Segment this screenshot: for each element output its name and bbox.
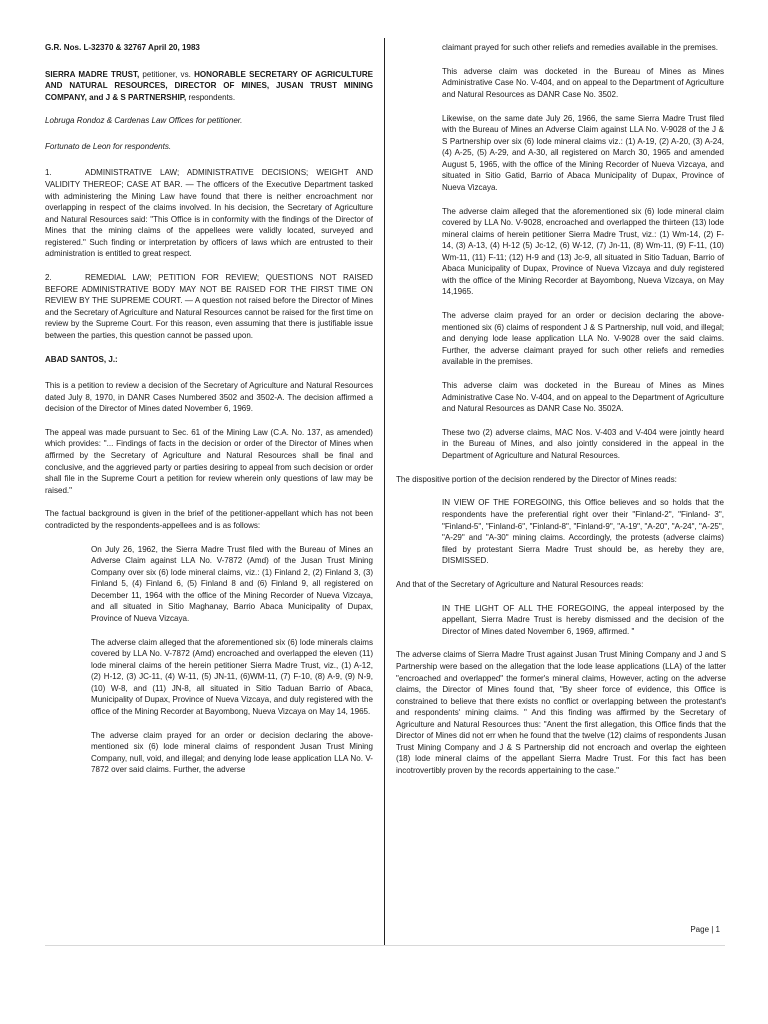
ponente-heading: ABAD SANTOS, J.:: [45, 354, 118, 364]
block-quote-9: This adverse claim was docketed in the Bureau of Mines as Mines Administrative Case No. V-404, and on appeal to the Department of Agriculture and Natural Resources as DANR Case No. 3502A.: [442, 381, 724, 414]
block-quote-8: The adverse claim prayed for an order or decision declaring the above- mentioned six (6) claims of respondent J & S Partnership, null void, and illegal; and denying lode lease application LLA No. V-9028 over the said claims. Further, the adverse claimant prayed for such other reliefs and remedies available in the premises.: [442, 311, 724, 367]
body-paragraph-2: The appeal was made pursuant to Sec. 61 of the Mining Law (C.A. No. 137, as amended) which provides: "... Findings of facts in the decision or order of the Director of Mines when affirmed by the Secretary of Agriculture and Natural Resources shall be final and conclusive, and the aggrieved party or parties desiring to appeal from such decision or order shall file in the Supreme Court a petition for review wherein only questions of law may be raised.": [45, 427, 373, 495]
syllabus-item-1-text: ADMINISTRATIVE LAW; ADMINISTRATIVE DECISIONS; WEIGHT AND VALIDITY THEREOF; CASE AT BAR. — The officers of the Executive Department tasked with administering the Mining Law have found that there is neither encroachment nor overlapping in respect of the claims involved. In his decision, the Secretary of Agriculture and Natural Resources said: "This Office is in conformity with the findings of the Director of Mines that the mining claims of the appellees were validly located, surveyed and registered." Such finding or interpretation by officers of laws which are entrusted to their administration is entitled to great respect.: [45, 168, 373, 259]
counsel-respondents: Fortunato de Leon for respondents.: [45, 142, 172, 152]
left-column: [45, 42, 373, 788]
body-paragraph-5: And that of the Secretary of Agriculture and Natural Resources reads:: [396, 579, 644, 589]
counsel-petitioner: Lobruga Rondoz & Cardenas Law Offices for petitioner.: [45, 116, 243, 126]
syllabus-item-2: [45, 272, 373, 341]
page-number: Page | 1: [690, 925, 720, 934]
body-paragraph-3: The factual background is given in the brief of the petitioner-appellant which has not been contradicted by the respondents-appellees and is as follows:: [45, 509, 373, 530]
block-quote-5: This adverse claim was docketed in the Bureau of Mines as Mines Administrative Case No. V-404, and on appeal to the Department of Agriculture and Natural Resources as DANR Case No. 3502.: [442, 66, 724, 99]
petitioner-role: petitioner, vs.: [139, 69, 195, 79]
block-quote-10: These two (2) adverse claims, MAC Nos. V-403 and V-404 were jointly heard in the Bureau of Mines, and also jointly considered in the appeal in the Department of Agriculture and Natural Resources.: [442, 427, 724, 460]
syllabus-item-2-number: 2.: [45, 273, 52, 283]
block-quote-11: IN VIEW OF THE FOREGOING, this Office believes and so holds that the respondents have the preferential right over their "Finland-2", "Finland- 3", "Finland-5", "Finland-6", "Finland-8", "Finland-9", "A-19", "A-20", "A-24", "A-25", "A-29" and "A-30" mining claims. Accordingly, the protests (adverse claims) filed by protestant Sierra Madre Trust should be, as hereby they are, DISMISSED.: [442, 498, 724, 566]
block-quote-12: IN THE LIGHT OF ALL THE FOREGOING, the appeal interposed by the appellant, Sierra Madre Trust is hereby dismissed and the decision of the Director of Mines dated November 6, 1969, affirmed. ": [442, 603, 724, 636]
petitioner-name: SIERRA MADRE TRUST,: [45, 69, 140, 79]
syllabus-item-2-text: REMEDIAL LAW; PETITION FOR REVIEW; QUESTIONS NOT RAISED BEFORE ADMINISTRATIVE BODY MAY NOT BE RAISED FOR THE FIRST TIME ON REVIEW BY THE SUPREME COURT. — A question not raised before the Director of Mines and the Secretary of Agriculture and Natural Resources cannot be raised for the first time on review by the Supreme Court. For this reason, even assuming that there is justifiable issue between the parties, this question cannot be passed upon.: [45, 273, 373, 340]
body-paragraph-1: This is a petition to review a decision of the Secretary of Agriculture and Natural Resources dated July 8, 1970, in DANR Cases Numbered 3502 and 3502-A. The decision affirmed a decision of the Director of Mines dated November 6, 1969.: [45, 381, 373, 414]
right-column: [396, 42, 726, 789]
respondents-names: HONORABLE SECRETARY OF AGRICULTURE AND NATURAL RESOURCES, DIRECTOR OF MINES, JUSAN TRUST MINING COMPANY, and J & S PARTNERSHIP,: [45, 69, 373, 102]
syllabus-item-1-number: 1.: [45, 168, 52, 178]
block-quote-1: On July 26, 1962, the Sierra Madre Trust filed with the Bureau of Mines an Adverse Claim against LLA No. V-7872 (Amd) of the Jusan Trust Mining Company over six (6) lode mineral claims, viz.: (1) Finland 2, (2) Finland 3, (3) Finland 5, (4) Finland 6, (5) Finland 8 and (6) Finland 9, all registered on December 11, 1964 with the office of the Mining Recorder of Nueva Vizcaya, and all situated in Sitio Maghanay, Barrio Abaca Municipality of Dupax, Province of Nueva Vizcaya.: [91, 544, 373, 623]
case-parties: [45, 69, 373, 104]
block-quote-3: The adverse claim prayed for an order or decision declaring the above- mentioned six (6) lode mineral claims of respondent Jusan Trust Mining Company, null, void, and illegal; and denying lode lease application LLA No. V-7872 over said claims. Further, the adverse: [91, 730, 373, 775]
block-quote-4: claimant prayed for such other reliefs and remedies available in the premises.: [442, 43, 718, 52]
respondents-role: respondents.: [186, 92, 236, 102]
footer-rule: [45, 945, 725, 946]
block-quote-2: The adverse claim alleged that the aforementioned six (6) lode minerals claims covered by LLA No. V-7872 (Amd) encroached and overlapped the eleven (11) lode mineral claims of the herein petitioner Sierra Madre Trust, viz., (1) A-12, (2) H-12, (3) JC-11, (4) W-11, (5) JN-11, (6)WM-11, (7) F-10, (8) A-9, (9) N-9, (10) W-8, and (11) JN-8, all situated in Sitio Taduan Barrio of Abaca, Municipality of Dupax, Province of Nueva Vizcaya, and duly registered with the office of the Mining Recorder at Bayombong, Nueva Vizcaya on May 14, 1965.: [91, 637, 373, 716]
block-quote-6: Likewise, on the same date July 26, 1966, the same Sierra Madre Trust filed with the Bureau of Mines an Adverse Claim against LLA No. V-9028 of the J & S Partnership over six (6) lode mineral claims viz.: (1) A-19, (2) A-20, (3) A-24, (4) A-25, (5) A-29, and A-30, all registered on March 30, 1965 and amended August 5, 1965, with the office of the Mining Recorder of Nueva Vizcaya, and situated in Sitio Gatid, Barrio of Abaca Municipality of Dupax, Province of Nueva Vizcaya.: [442, 113, 724, 192]
case-number: G.R. Nos. L-32370 & 32767 April 20, 1983: [45, 43, 200, 52]
syllabus-item-1: [45, 167, 373, 259]
column-divider: [384, 38, 385, 946]
block-quote-7: The adverse claim alleged that the aforementioned six (6) lode mineral claim covered by LLA No. V-9028, encroached and overlapped the thirteen (13) lode mineral claims of herein petitioner Sierra Madre Trust, viz.: (1) Wm-14, (2) F-14, (3) A-13, (4) H-12 (5) Jc-12, (6) W-12, (7) Jn-11, (8) Wm-11, (9) F-11, (10) Wm-11, (11) F-11; (12) H-9 and (13) Jc-9, all situated in Sitio Taduan, Barrio of Abaca Municipality of Dupax, Province of Nueva Vizcaya and duly registered with the office of the Mining Recorder at Bayombong, Nueva Vizcaya, on May 14,1965.: [442, 206, 724, 297]
body-paragraph-6: The adverse claims of Sierra Madre Trust against Jusan Trust Mining Company and J and S Partnership were based on the allegation that the lode lease applications (LLA) of the latter "encroached and overlapped" the former's mineral claims, However, acting on the adverse claims, the Director of Mines found that, "By sheer force of evidence, this Office is constrained to believe that there exists no conflict or overlapping between the protestant's and respondents' mining claims. " And this finding was affirmed by the Secretary of Agriculture and Natural Resources thus: "Anent the first allegation, this Office finds that the Director of Mines did not err when he found that the twelve (12) claims of respondents Jusan Trust Mining Company and J & S Partnership did not encroach and overlap the eighteen (18) lode mineral claims of the appellant Sierra Madre Trust. For this fact has been incotrovertibly proven by the records appertaining to the case.": [396, 650, 726, 775]
body-paragraph-4: The dispositive portion of the decision rendered by the Director of Mines reads:: [396, 474, 677, 484]
